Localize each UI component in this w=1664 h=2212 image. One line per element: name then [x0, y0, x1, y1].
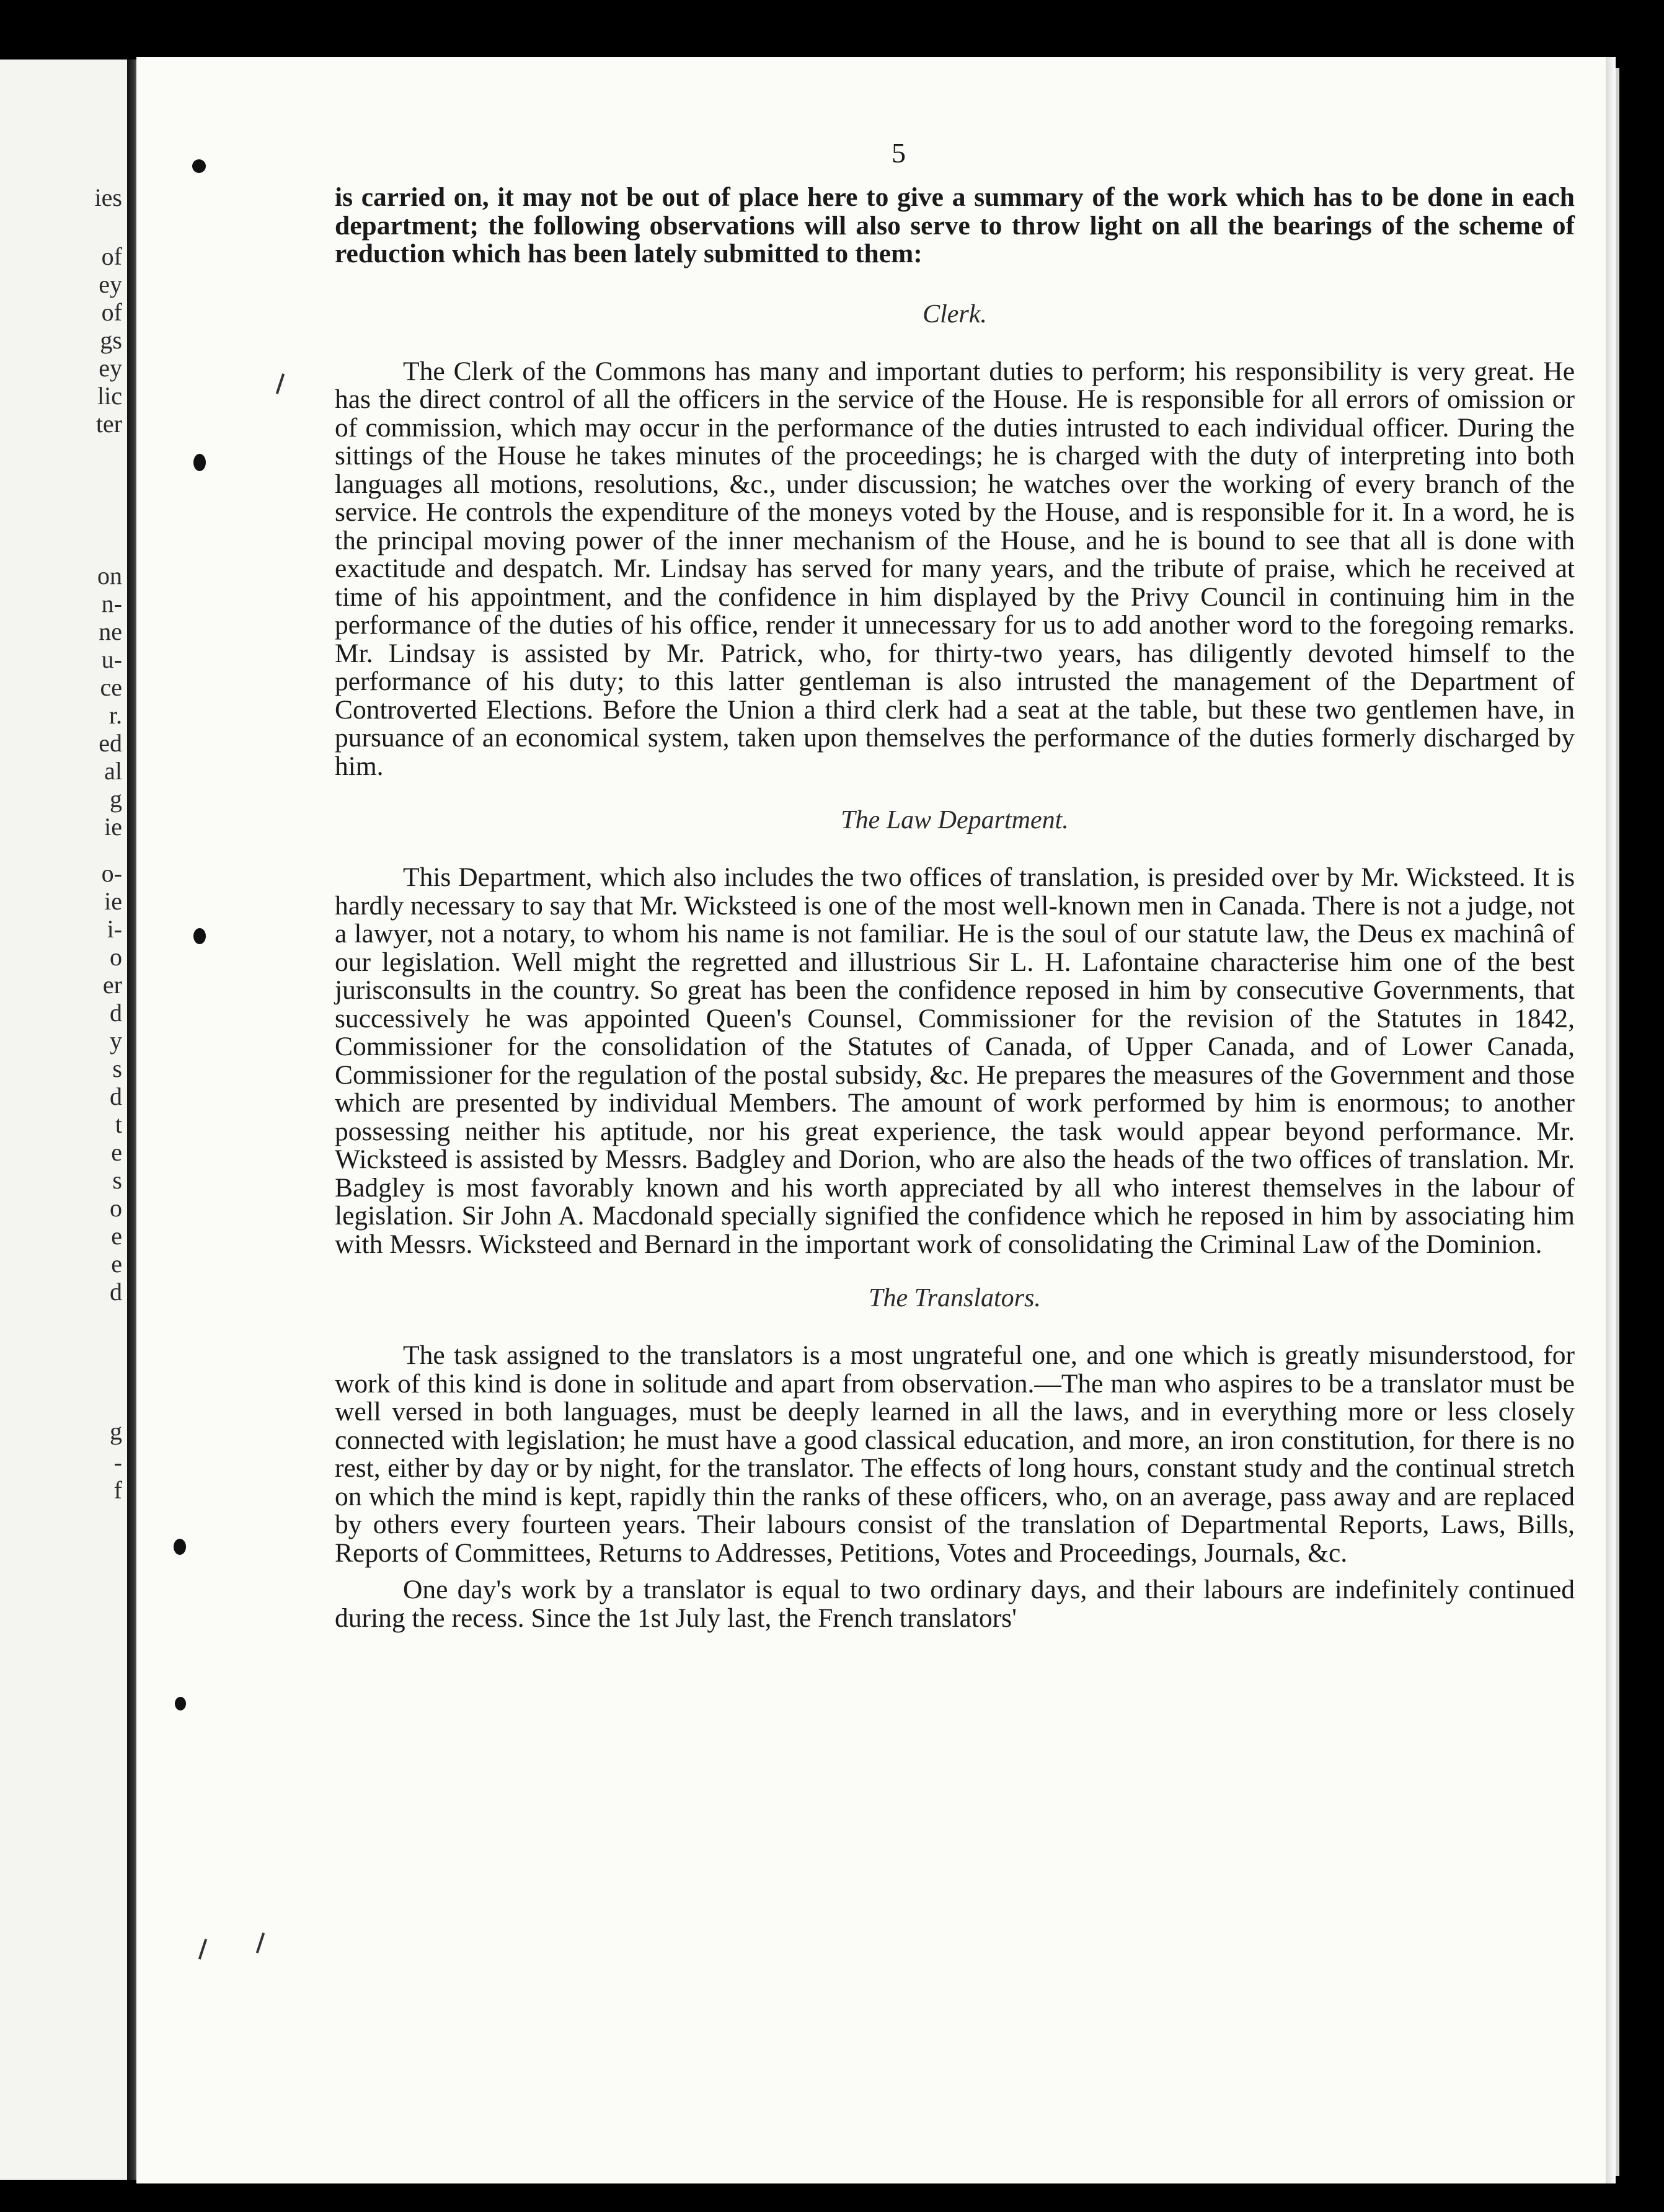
- left-page-fragment-text: o-: [101, 859, 122, 887]
- left-page-fragment-text: ie: [104, 813, 122, 841]
- left-page-fragment-text: y: [110, 1027, 122, 1055]
- left-page-fragment-text: -: [113, 1448, 122, 1476]
- left-page-fragment-text: e: [111, 1138, 122, 1166]
- left-page-fragment-text: al: [104, 757, 122, 785]
- left-page-fragment-text: lic: [97, 382, 122, 410]
- left-page-fragment-text: e: [111, 1250, 122, 1278]
- left-page-fragment-text: d: [110, 1082, 122, 1110]
- left-page-fragment-text: r.: [108, 701, 122, 729]
- left-page-fragment-text: t: [115, 1110, 122, 1138]
- page-number: 5: [892, 137, 906, 169]
- page-body: [335, 184, 1575, 1632]
- intro-paragraph: is carried on, it may not be out of place here to give a summary of the work which has to be done in each department; the following observations will also serve to throw light on all the bearings of the scheme of reduction which has been lately submitted to them:: [335, 182, 1575, 268]
- margin-mark: [276, 373, 285, 394]
- left-page-fragment-text: o: [110, 1194, 122, 1222]
- left-page-fragment-text: ey: [99, 270, 122, 298]
- section-heading-translators: The Translators.: [869, 1284, 1041, 1312]
- left-page-fragment-text: e: [111, 1222, 122, 1250]
- left-page-fragment-text: g: [110, 785, 122, 813]
- left-page-fragment-text: ie: [104, 887, 122, 915]
- left-page-fragment-text: er: [102, 971, 122, 999]
- left-page-fragment-text: d: [110, 1278, 122, 1306]
- binding-hole-mark: [174, 1539, 186, 1555]
- left-page-fragment-text: on: [97, 562, 122, 590]
- left-page-fragment-text: ey: [99, 354, 122, 382]
- left-page-fragment-text: ce: [100, 673, 122, 701]
- margin-mark: [256, 1932, 265, 1953]
- clerk-paragraph: The Clerk of the Commons has many and important duties to perform; his responsibility is very great. He has the direct control of all the officers in the service of the House. He is responsible for all errors of omission or of commission, which may occur in the performance of the duties intrusted to each individual officer. During the sittings of the House he takes minutes of the proceedings; he is charged with the duty of interpreting into both languages all motions, resolutions, &c., under discussion; he watches over the working of every branch of the service. He controls the expenditure of the moneys voted by the House, and is responsible for it. In a word, he is the principal moving power of the inner mechanism of the House, and he is bound to see that all is done with exactitude and despatch. Mr. Lindsay has served for many years, and the tribute of praise, which he received at time of his appointment, and the confidence in him displayed by the Privy Council in continuing him in the performance of the duties of his office, render it unnecessary for us to add another word to the foregoing remarks. Mr. Lindsay is assisted by Mr. Patrick, who, for thirty-two years, has diligently devoted himself to the performance of his duty; to this latter gentleman is also intrusted the management of the Department of Controverted Elections. Before the Union a third clerk had a seat at the table, but these two gentlemen have, in pursuance of an economical system, taken upon themselves the performance of the duties formerly discharged by him.: [335, 356, 1575, 781]
- left-page-fragment-text: ter: [95, 410, 122, 438]
- binding-hole-mark: [175, 1697, 186, 1710]
- section-heading-law-department: The Law Department.: [841, 806, 1069, 834]
- left-page-fragment: [0, 60, 127, 2180]
- translators-paragraph: The task assigned to the translators is a most ungrateful one, and one which is greatly misunderstood, for work of this kind is done in solitude and apart from observation.—The man who aspires to be a translator must be well versed in both languages, must be deeply learned in all the laws, and in everything more or less closely connected with legislation; he must have a good classical education, and more, an iron constitution, for there is no rest, either by day or by night, for the translator. The effects of long hours, constant study and the continual stretch on which the mind is kept, rapidly thin the ranks of these officers, who, on an average, pass away and are replaced by others every fourteen years. Their labours consist of the translation of Departmental Reports, Laws, Bills, Reports of Committees, Returns to Addresses, Petitions, Votes and Proceedings, Journals, &c.: [335, 1340, 1575, 1568]
- page-edge-shadow: [1616, 68, 1619, 2176]
- left-page-fragment-text: f: [113, 1476, 122, 1504]
- left-page-fragment-text: s: [112, 1166, 122, 1194]
- left-page-fragment-text: ies: [94, 184, 122, 211]
- binding-hole-mark: [193, 928, 206, 944]
- left-page-fragment-text: gs: [100, 326, 122, 354]
- left-page-fragment-text: g: [110, 1417, 122, 1445]
- section-heading-clerk: Clerk.: [923, 299, 987, 329]
- binding-hole-mark: [192, 159, 206, 173]
- left-page-fragment-text: of: [101, 298, 122, 326]
- left-page-fragment-text: i-: [107, 915, 122, 943]
- left-page-fragment-text: d: [110, 999, 122, 1027]
- translators-paragraph: One day's work by a translator is equal to two ordinary days, and their labours are indefinitely continued during the recess. Since the 1st July last, the French translators': [335, 1575, 1575, 1633]
- law-department-paragraph: This Department, which also includes the two offices of translation, is presided over by Mr. Wicksteed. It is hardly necessary to say that Mr. Wicksteed is one of the most well-known men in Canada. There is not a judge, not a lawyer, not a notary, to whom his name is not familiar. He is the soul of our statute law, the Deus ex machinâ of our legislation. Well might the regretted and illustrious Sir L. H. Lafontaine characterise him one of the best jurisconsults in the country. So great has been the confidence reposed in him by consecutive Governments, that successively he was appointed Queen's Counsel, Commissioner for the revision of the Statutes in 1842, Commissioner for the consolidation of the Statutes of Canada, of Upper Canada, and of Lower Canada, Commissioner for the regulation of the postal subsidy, &c. He prepares the measures of the Government and those which are presented by individual Members. The amount of work performed by him is enormous; to another possessing neither his aptitude, nor his great experience, the task would appear beyond performance. Mr. Wicksteed is assisted by Messrs. Badgley and Dorion, who are also the heads of the two offices of translation. Mr. Badgley is most favorably known and his worth appreciated by all who interest themselves in the labour of legislation. Sir John A. Macdonald specially signified the confidence which he reposed in him by associating him with Messrs. Wicksteed and Bernard in the important work of consolidating the Criminal Law of the Dominion.: [335, 862, 1575, 1259]
- left-page-fragment-text: u-: [101, 645, 122, 673]
- page-edge: [1606, 57, 1616, 2183]
- left-page-fragment-text: o: [110, 943, 122, 971]
- left-page-fragment-text: of: [101, 242, 122, 270]
- left-page-fragment-text: ed: [99, 729, 122, 757]
- margin-mark: [198, 1939, 207, 1960]
- left-page-fragment-text: n-: [101, 590, 122, 617]
- binding-hole-mark: [193, 454, 206, 471]
- left-page-fragment-text: ne: [99, 617, 122, 645]
- left-page-fragment-text: s: [112, 1055, 122, 1082]
